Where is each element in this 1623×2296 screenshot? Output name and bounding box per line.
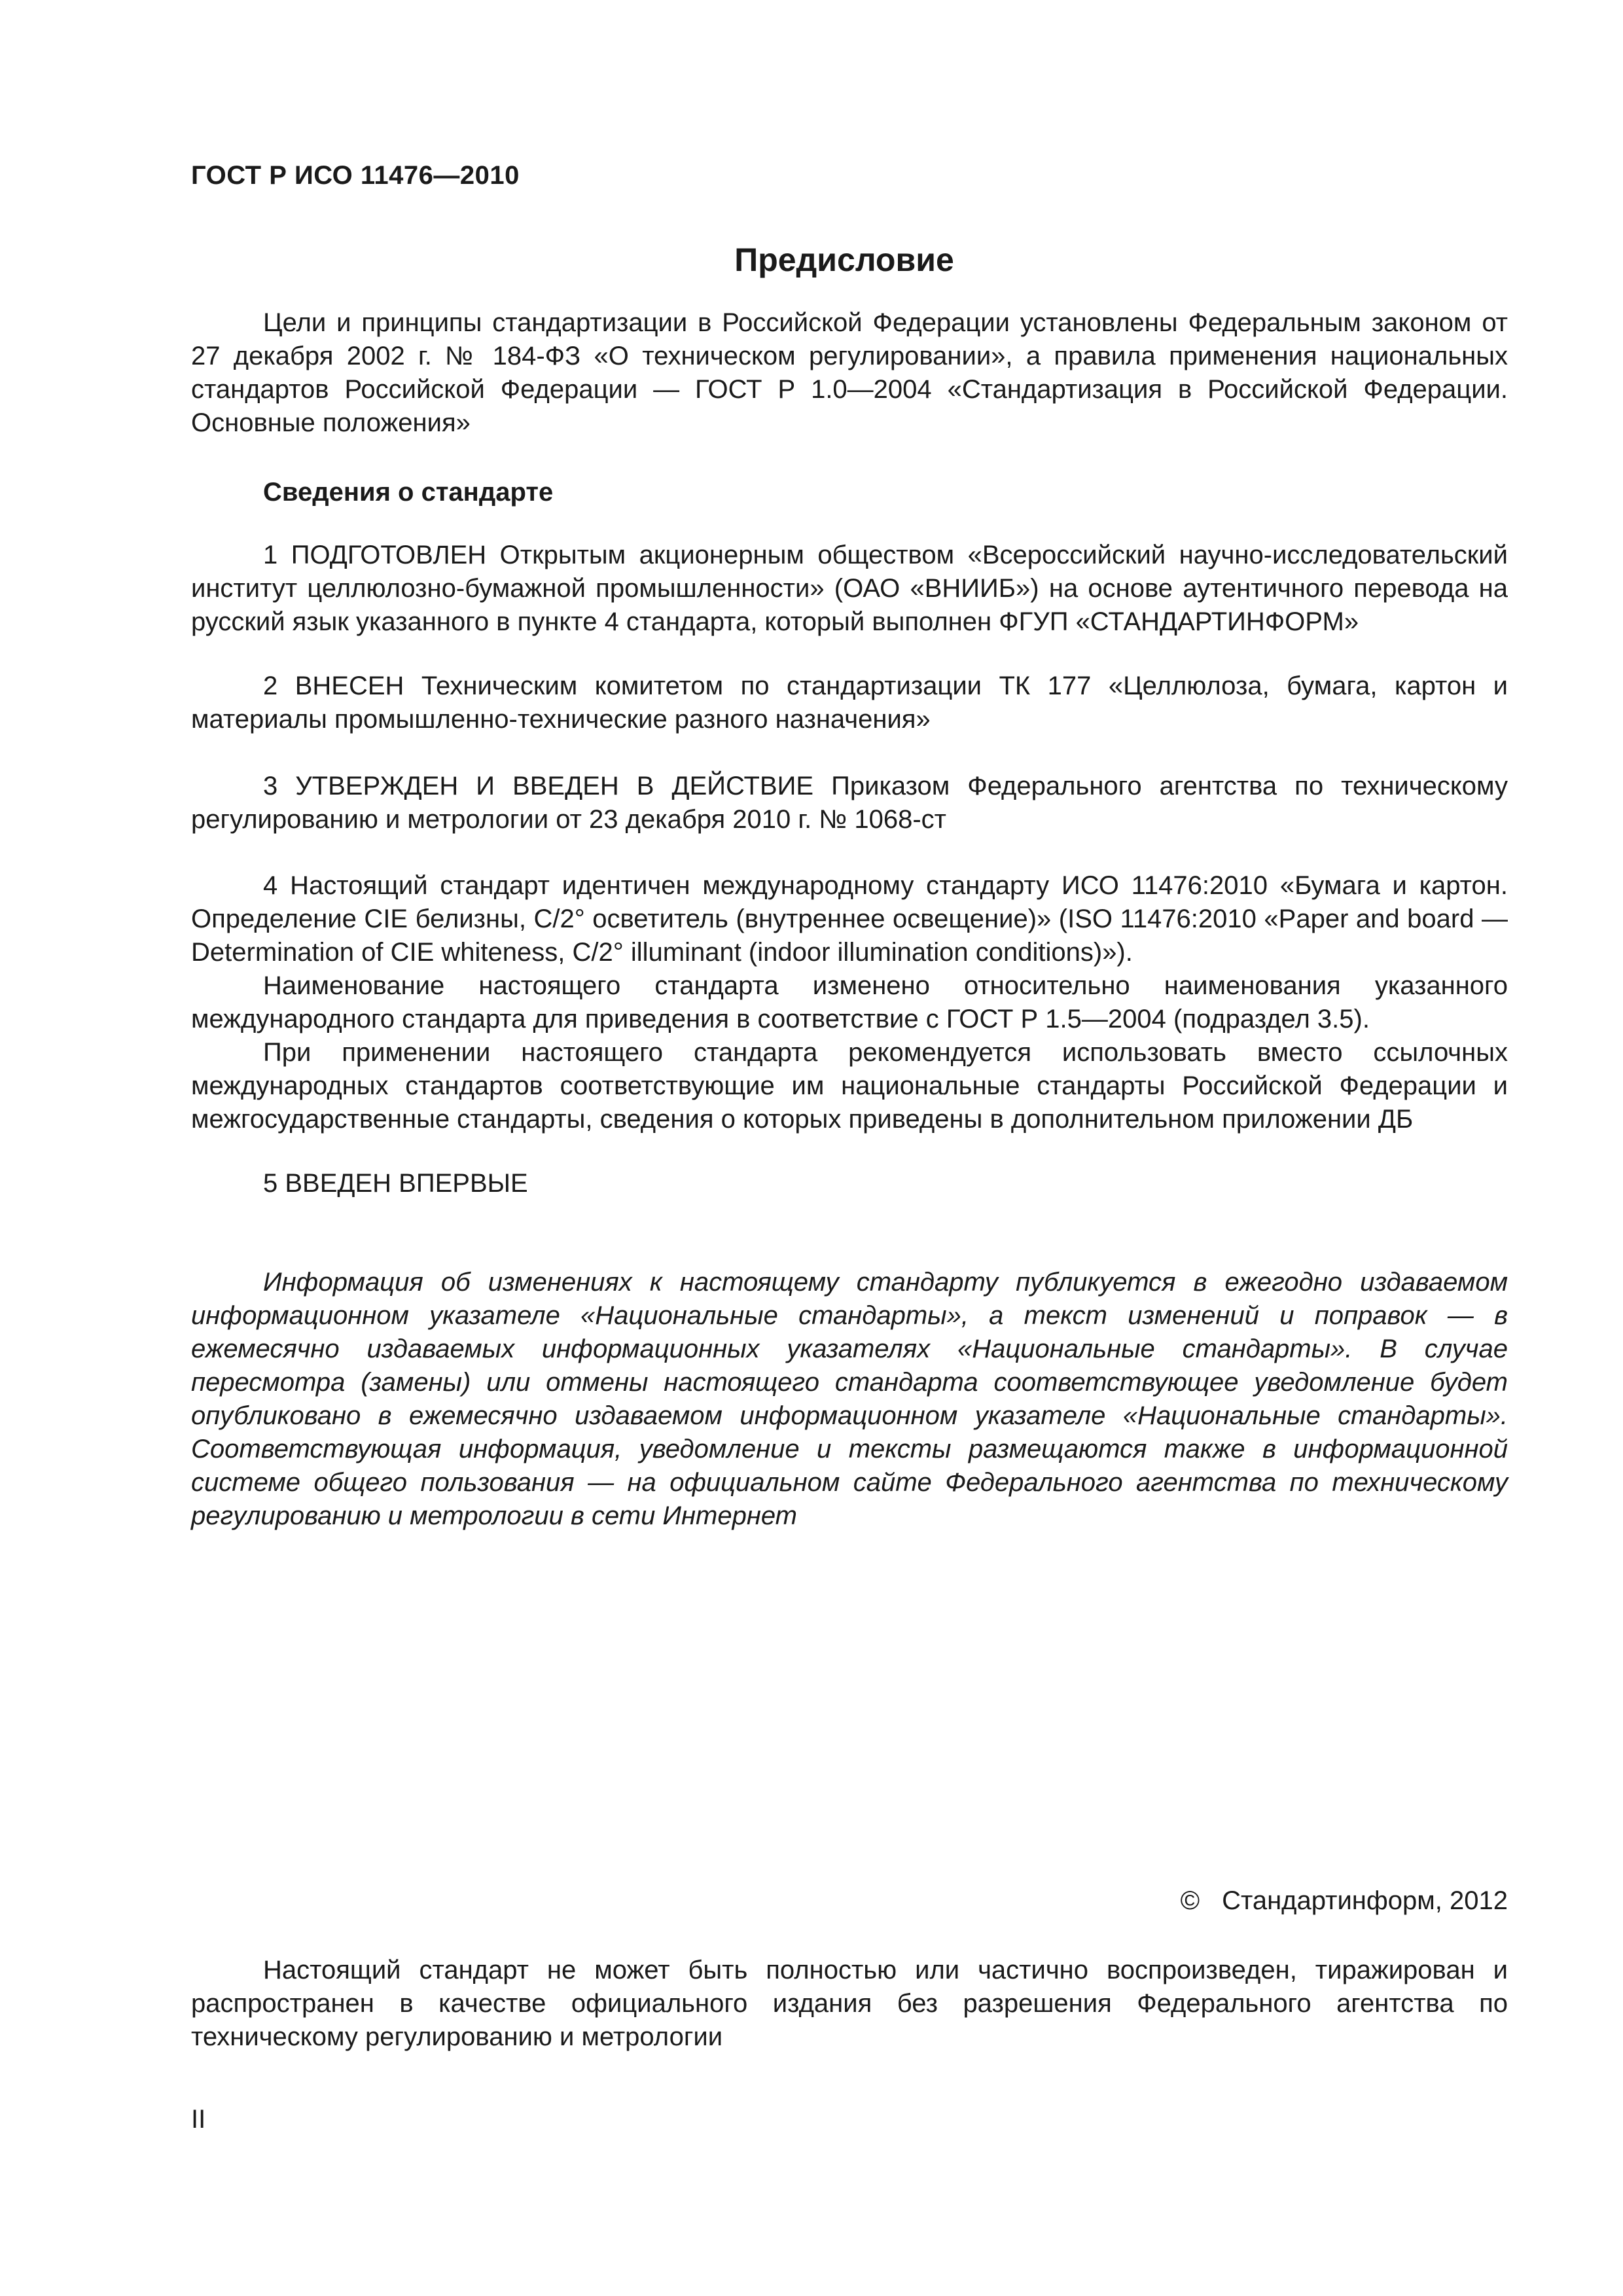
item-5-paragraph: 5 ВВЕДЕН ВПЕРВЫЕ — [263, 1169, 528, 1198]
copyright-line — [1181, 1886, 1508, 1916]
item-2-paragraph: 2 ВНЕСЕН Техническим комитетом по стандартизации ТК 177 «Целлюлоза, бумага, картон и материалы промышленно-технические разного назначения» — [191, 672, 1508, 734]
item-4-paragraph-2: Наименование настоящего стандарта изменено относительно наименования указанного международного стандарта для приведения в соответствие с ГОСТ Р 1.5—2004 (подраздел 3.5). — [191, 971, 1508, 1033]
standard-code-header: ГОСТ Р ИСО 11476—2010 — [191, 161, 520, 190]
info-heading: Сведения о стандарте — [263, 478, 554, 507]
copyright-text: Стандартинформ, 2012 — [1222, 1886, 1508, 1915]
item-4-section — [191, 869, 1508, 1136]
page-number: II — [191, 2105, 206, 2134]
item-4-paragraph-3: При применении настоящего стандарта рекомендуется использовать вместо ссылочных международных стандартов соответствующие им национальные стандарты Российской Федерации и межгосударственные стандарты, сведения о которых приведены в дополнительном приложении ДБ — [191, 1038, 1508, 1134]
item-1-paragraph: 1 ПОДГОТОВЛЕН Открытым акционерным обществом «Всероссийский научно-исследовательский институт целлюлозно-бумажной промышленности» (ОАО «ВНИИБ») на основе аутентичного перевода на русский язык указанного в пункте 4 стандарта, который выполнен ФГУП «СТАНДАРТИНФОРМ» — [191, 541, 1508, 636]
intro-paragraph: Цели и принципы стандартизации в Российской Федерации установлены Федеральным законом от 27 декабря 2002 г. № 184-ФЗ «О техническом регулировании», а правила применения национальных стандартов Российской Федерации — ГОСТ Р 1.0—2004 «Стандартизация в Российской Федерации. Основные положения» — [191, 308, 1508, 437]
copyright-symbol: © — [1180, 1886, 1200, 1915]
reproduction-notice-paragraph: Настоящий стандарт не может быть полностью или частично воспроизведен, тиражирован и распространен в качестве официального издания без разрешения Федерального агентства по техническому регулированию и метрологии — [191, 1956, 1508, 2051]
page-title: Предисловие — [734, 242, 954, 278]
item-2-section — [191, 670, 1508, 736]
intro-section — [191, 306, 1508, 440]
item-3-section — [191, 770, 1508, 836]
amendments-notice-section — [191, 1266, 1508, 1533]
item-5-section — [191, 1167, 1508, 1200]
amendments-notice-paragraph: Информация об изменениях к настоящему стандарту публикуется в ежегодно издаваемом информационном указателе «Национальные стандарты», а текст изменений и поправок — в ежемесячно издаваемых информационных указателях «Национальные стандарты». В случае пересмотра (замены) или отмены настоящего стандарта соответствующее уведомление будет опубликовано в ежемесячно издаваемом информационном указателе «Национальные стандарты». Соответствующая информация, уведомление и тексты размещаются также в информационной системе общего пользования — на официальном сайте Федерального агентства по техническому регулированию и метрологии в сети Интернет — [191, 1268, 1508, 1530]
item-4-paragraph-1: 4 Настоящий стандарт идентичен международному стандарту ИСО 11476:2010 «Бумага и картон. Определение CIE белизны, C/2° осветитель (внутреннее освещение)» (ISO 11476:2010 «Paper and board — Determination of CIE whiteness, C/2° illuminant (indoor illumination conditions)»). — [191, 871, 1508, 967]
item-1-section — [191, 539, 1508, 639]
item-3-paragraph: 3 УТВЕРЖДЕН И ВВЕДЕН В ДЕЙСТВИЕ Приказом Федерального агентства по техническому регулированию и метрологии от 23 декабря 2010 г. № 1068-ст — [191, 772, 1508, 834]
reproduction-notice-section — [191, 1954, 1508, 2054]
